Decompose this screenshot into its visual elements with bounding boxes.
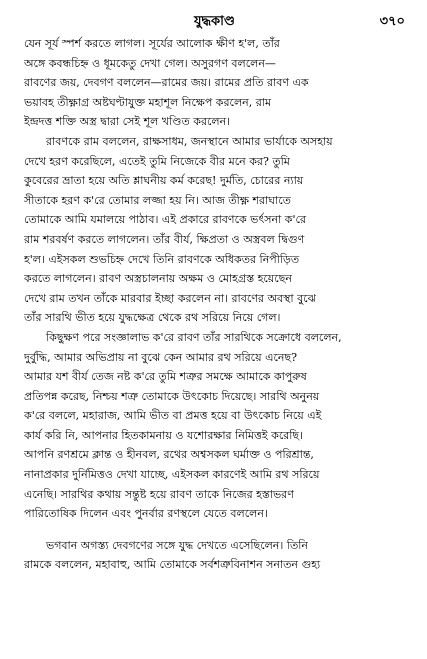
- text-line: ইন্দ্রদত্ত শক্তি অস্ত্র দ্বারা সেই শূল খণ্ডিত করলেন।: [24, 115, 231, 129]
- text-line: রামকে বললেন, মহাবাহু, আমি তোমাকে সর্বশত্রুবিনাশন সনাতন গুহ্য: [24, 558, 321, 572]
- text-line: কিছুক্ষণ পরে সংজ্ঞালাভ ক'রে রাবণ তাঁর সারথিকে সক্রোধে বললেন,: [46, 330, 342, 344]
- paragraph: [24, 34, 405, 132]
- text-line: আপনি রণশ্রমে ক্লান্ত ও হীনবল, রথের অশ্বসকল ঘর্মাক্ত ও পরিশ্রান্ত,: [24, 448, 314, 462]
- paragraph: [24, 536, 405, 575]
- text-line: হ'ল। এইসকল শুভচিহ্ন দেখে তিনি রাবণকে অধিকতর নিপীড়িত: [24, 252, 300, 266]
- text-line: রাম শরবর্ষণ করতে লাগলেন। তাঁর বীর্য, ক্ষিপ্রতা ও অস্ত্রবল দ্বিগুণ: [24, 232, 305, 246]
- text-line: দেখে রাম তখন তাঁকে মারবার ইচ্ছা করলেন না। রাবণের অবস্থা বুঝে: [24, 291, 316, 305]
- text-line: রাবণের জয়, দেবগণ বললেন—রামের জয়। রামের প্রতি রাবণ এক: [24, 76, 309, 90]
- text-line: দুর্বুদ্ধি, আমার অভিপ্রায় না বুঝে কেন আমার রথ সরিয়ে এনেছ?: [24, 350, 297, 364]
- text-line: প্রতিপন্ন করেছ, নিশ্চয় শত্রু তোমাকে উৎকোচ দিয়েছে। সারথি অনুনয়: [24, 389, 320, 403]
- text-line: অঙ্গে কবন্ধচিহ্ন ও ধূমকেতু দেখা গেল। অসুরগণ বললেন—: [24, 56, 276, 70]
- text-line: তোমাকে আমি যমালয়ে পাঠাব। এই প্রকারে রাবণকে ভর্ৎসনা ক'রে: [24, 213, 307, 227]
- page-header: [24, 10, 405, 34]
- paragraph: [24, 328, 405, 524]
- chapter-title: যুদ্ধকাণ্ড: [194, 14, 235, 29]
- text-line: এনেছি। সারথির কথায় সন্তুষ্ট হয়ে রাবণ তাকে নিজের হস্তাভরণ: [24, 487, 294, 501]
- text-line: যেন সূর্য স্পর্শ করতে লাগল। সূর্যের আলোক ক্ষীণ হ'ল, তাঁর: [24, 37, 280, 50]
- text-line: সীতাকে হরণ ক'রে তোমার লজ্জা হয় নি। আজ তীক্ষ্ণ শরাঘাতে: [24, 193, 291, 207]
- text-line: ভগবান অগস্ত্য দেবগণের সঙ্গে যুদ্ধ দেখতে এসেছিলেন। তিনি: [46, 538, 308, 552]
- text-line: করতে লাগলেন। রাবণ অস্ত্রচালনায় অক্ষম ও মোহগ্রস্ত হয়েছেন: [24, 272, 292, 286]
- paragraph: [24, 132, 405, 328]
- text-line: পারিতোষিক দিলেন এবং পুনর্বার রণস্থলে যেতে বললেন।: [24, 507, 268, 521]
- text-line: তাঁর সারথি ভীত হয়ে যুদ্ধক্ষেত্র থেকে রথ সরিয়ে নিয়ে গেল।: [24, 311, 281, 325]
- text-line: কার্য করি নি, আপনার হিতকামনায় ও যশোরক্ষার নিমিত্তই করেছি।: [24, 428, 304, 442]
- text-line: আমার যশ বীর্য তেজ নষ্ট ক'রে তুমি শত্রুর সমক্ষে আমাকে কাপুরুষ: [24, 370, 307, 384]
- text-line: ক'রে বললে, মহারাজ, আমি ভীত বা প্রমত্ত হয়ে বা উৎকোচ নিয়ে এই: [24, 409, 322, 423]
- section-gap: [24, 524, 405, 536]
- text-line: কুবেরের ভ্রাতা হয়ে অতি শ্লাঘনীয় কর্ম করেছ! দুর্মতি, চোরের ন্যায়: [24, 174, 304, 188]
- text-line: ভয়াবহ তীক্ষ্ণাগ্র অষ্টঘণ্টাযুক্ত মহাশূল নিক্ষেপ করলেন, রাম: [24, 95, 272, 109]
- body-text: [24, 34, 405, 575]
- text-line: নানাপ্রকার দুর্নিমিত্তও দেখা যাচ্ছে, এইসকল কারণেই আমি রথ সরিয়ে: [24, 468, 320, 482]
- page-number: ৩৭০: [379, 14, 405, 29]
- text-line: দেখে হরণ করেছিলে, এতেই তুমি নিজেকে বীর মনে কর? তুমি: [24, 154, 290, 168]
- text-line: রাবণকে রাম বললেন, রাক্ষসাধম, জনস্থানে আমার ভার্যাকে অসহায়: [46, 134, 333, 148]
